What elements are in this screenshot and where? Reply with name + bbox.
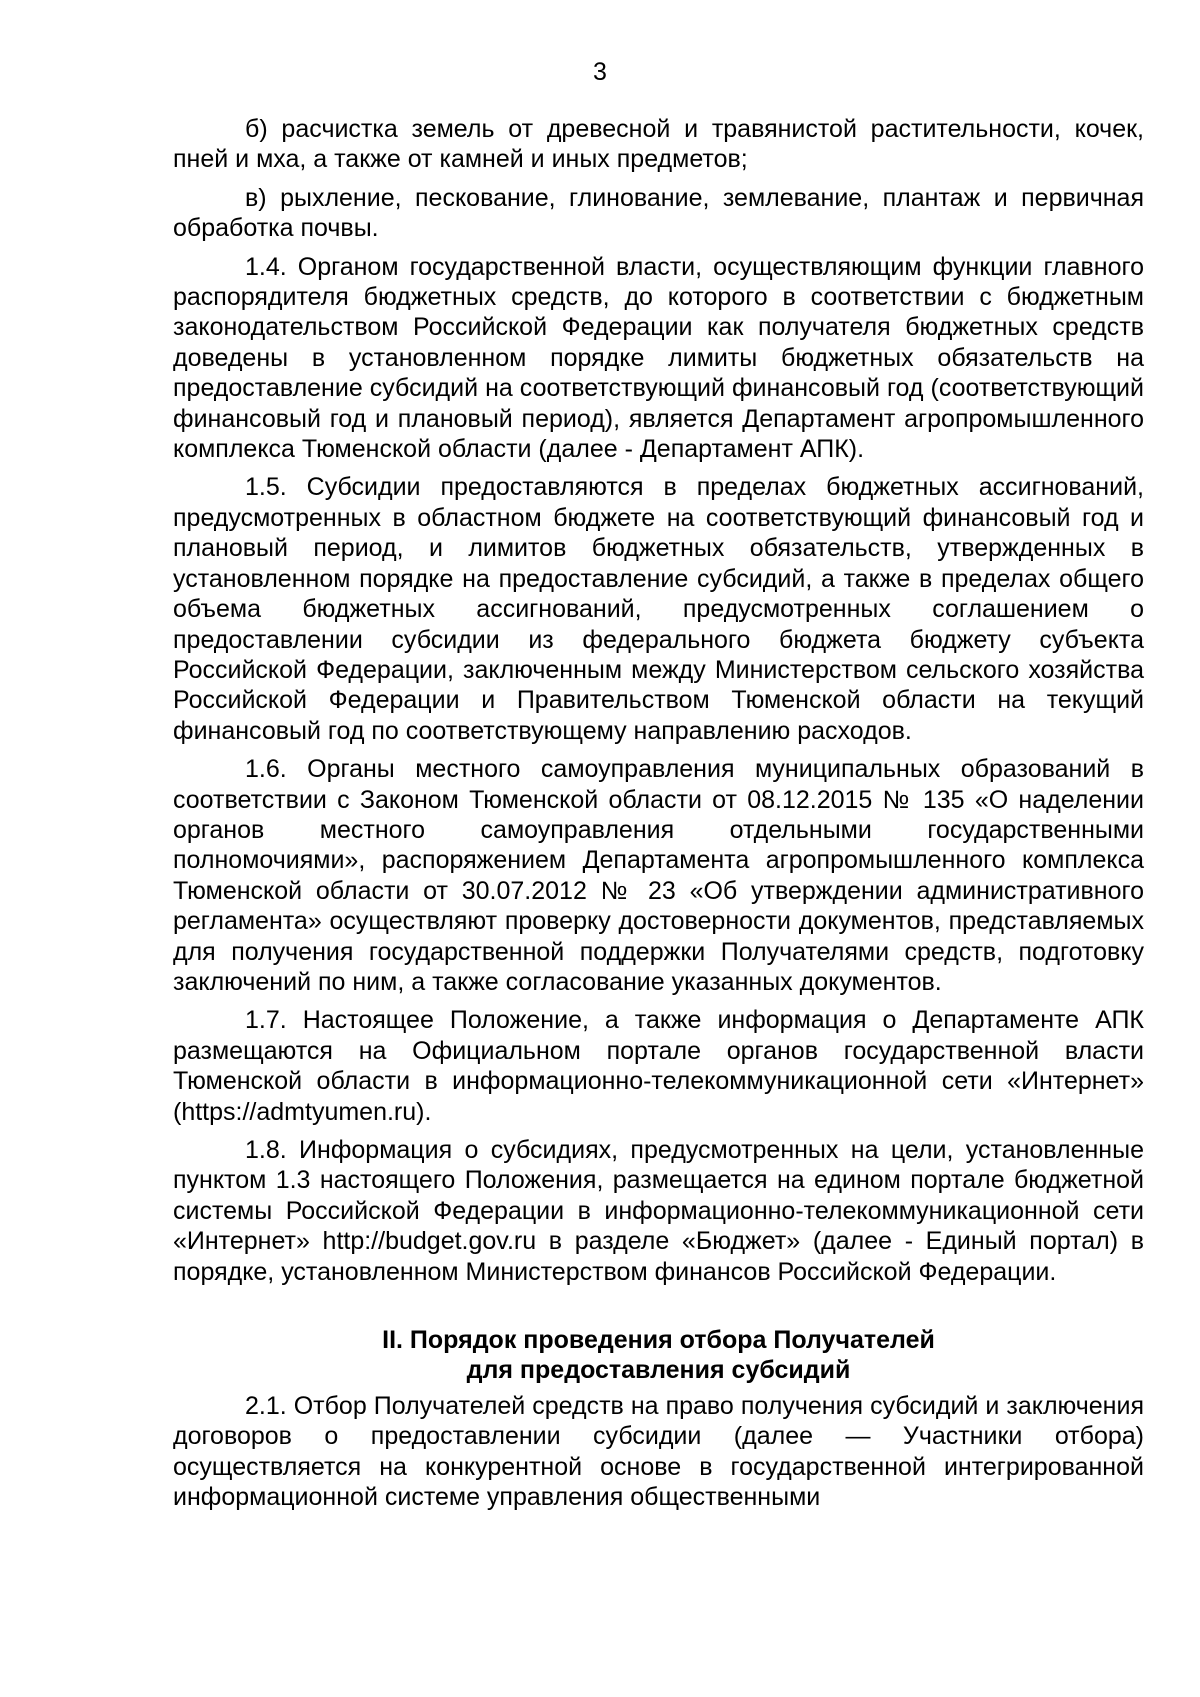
- section-heading-line-1: II. Порядок проведения отбора Получателей: [382, 1326, 935, 1355]
- paragraph-1-7: 1.7. Настоящее Положение, а также информация о Департаменте АПК размещаются на Официальном портале органов государственной власти Тюменской области в информационно-телекоммуникационной сети «Интернет» (https://admtyumen.ru).: [173, 1006, 1144, 1126]
- paragraph-clearing: б) расчистка земель от древесной и травянистой растительности, кочек, пней и мха, а также от камней и иных предметов;: [173, 115, 1144, 174]
- paragraph-2-1: 2.1. Отбор Получателей средств на право получения субсидий и заключения договоров о предоставлении субсидии (далее — Участники отбора) осуществляется на конкурентной основе в государственной интегрированной информационной системе управления общественными: [173, 1392, 1144, 1512]
- section-heading-line-2: для предоставления субсидий: [466, 1356, 851, 1385]
- paragraph-loosening: в) рыхление, пескование, глинование, землевание, плантаж и первичная обработка почвы.: [173, 183, 1144, 243]
- paragraph-1-8: 1.8. Информация о субсидиях, предусмотренных на цели, установленные пунктом 1.3 настоящего Положения, размещается на едином портале бюджетной системы Российской Федерации в информационно-телекоммуникационной сети «Интернет» http://budget.gov.ru в разделе «Бюджет» (далее - Единый портал) в порядке, установленном Министерством финансов Российской Федерации.: [173, 1136, 1144, 1286]
- document-body: [173, 114, 1144, 1521]
- paragraph-1-6: 1.6. Органы местного самоуправления муниципальных образований в соответствии с Законом Тюменской области от 08.12.2015 № 135 «О наделении органов местного самоуправления отдельными государственными полномочиями», распоряжением Департамента агропромышленного комплекса Тюменской области от 30.07.2012 № 23 «Об утверждении административного регламента» осуществляют проверку достоверности документов, представляемых для получения государственной поддержки Получателями средств, подготовку заключений по ним, а также согласование указанных документов.: [173, 755, 1144, 996]
- section-heading: [173, 1325, 1144, 1385]
- page-number: 3: [593, 58, 607, 86]
- paragraph-1-5: 1.5. Субсидии предоставляются в пределах бюджетных ассигнований, предусмотренных в областном бюджете на соответствующий финансовый год и плановый период, и лимитов бюджетных обязательств, утвержденных в установленном порядке на предоставление субсидий, а также в пределах общего объема бюджетных ассигнований, предусмотренных соглашением о предоставлении субсидии из федерального бюджета бюджету субъекта Российской Федерации, заключенным между Министерством сельского хозяйства Российской Федерации и Правительством Тюменской области на текущий финансовый год по соответствующему направлению расходов.: [173, 473, 1144, 745]
- paragraph-1-4: 1.4. Органом государственной власти, осуществляющим функции главного распорядителя бюджетных средств, до которого в соответствии с бюджетным законодательством Российской Федерации как получателя бюджетных средств доведены в установленном порядке лимиты бюджетных обязательств на предоставление субсидий на соответствующий финансовый год (соответствующий финансовый год и плановый период), является Департамент агропромышленного комплекса Тюменской области (далее - Департамент АПК).: [173, 252, 1144, 464]
